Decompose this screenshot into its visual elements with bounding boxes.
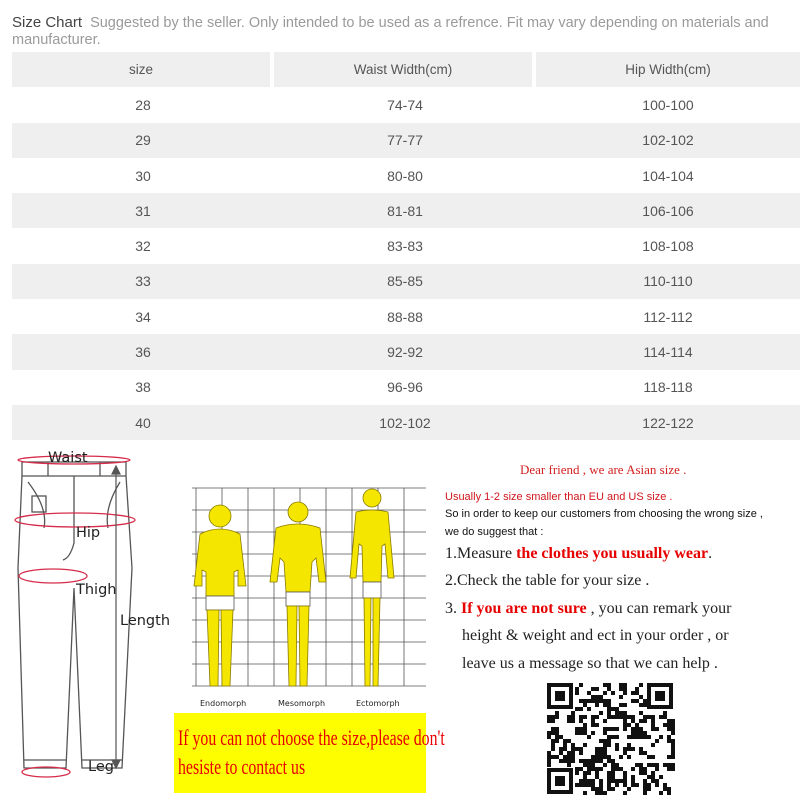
column-header-size: size [12,52,274,87]
waist-cell: 102-102 [274,405,536,440]
size-cell: 28 [135,96,151,113]
waist-cell: 74-74 [387,96,423,113]
size-cell: 32 [135,238,151,255]
table-row [12,123,800,158]
table-row [12,405,800,440]
column-header-hip: Hip Width(cm) [536,52,800,87]
body-types-illustration [192,486,426,710]
mesomorph-label: Mesomorph [278,699,326,708]
contact-banner-line1: If you can not choose the size,please don't [178,725,445,750]
contact-banner-line2: hesiste to contact us [178,754,306,779]
leg-label: Leg [88,759,114,775]
endomorph-label: Endomorph [200,699,247,708]
hip-cell: 118-118 [643,379,693,396]
step-1-suffix: . [708,545,713,562]
hip-cell: 114-114 [536,334,800,369]
step-3-continued-1: height & weight and ect in your order , or [462,627,729,644]
hip-cell: 104-104 [642,167,694,184]
step-1 [445,545,712,563]
table-row [12,228,800,263]
step-3-continued-2: leave us a message so that we can help . [462,655,718,672]
step-2: 2.Check the table for your size . [445,572,650,589]
size-cell: 34 [135,308,151,325]
body-figures-icon [192,486,426,696]
size-cell: 31 [12,193,274,228]
notes-line-1: Usually 1-2 size smaller than EU and US size . [445,491,673,503]
waist-cell: 83-83 [387,238,423,255]
hip-cell: 112-112 [643,308,693,325]
size-cell: 33 [12,264,274,299]
table-row [12,334,800,369]
table-row [12,158,800,193]
thigh-label: Thigh [76,582,117,598]
step-1-prefix: 1.Measure [445,545,517,562]
column-header-waist: Waist Width(cm) [274,52,536,87]
waist-cell: 88-88 [387,308,423,325]
waist-cell: 80-80 [387,167,423,184]
waist-cell: 77-77 [274,123,536,158]
hip-label: Hip [76,525,101,541]
size-cell: 40 [12,405,274,440]
step-3 [445,600,731,618]
notes-line-2: So in order to keep our customers from choosing the wrong size , [445,508,763,520]
step-1-highlight: the clothes you usually wear [516,545,709,562]
hip-cell: 108-108 [642,238,694,255]
chart-notice: Suggested by the seller. Only intended to be used as a refrence. Fit may vary depending on materials and manufacturer. [12,15,769,48]
table-row [12,370,800,405]
waist-cell: 85-85 [274,264,536,299]
qr-code-icon [545,681,675,796]
waist-cell: 96-96 [387,379,423,396]
pants-measurement-diagram [8,448,178,793]
length-label: Length [120,613,171,629]
step-3-highlight: If you are not sure [461,600,587,617]
hip-cell: 110-110 [536,264,800,299]
step-3-prefix: 3. [445,600,461,617]
step-3-suffix: , you can remark your [586,600,732,617]
size-table [12,52,800,440]
waist-cell: 92-92 [274,334,536,369]
size-cell: 38 [135,379,151,396]
ectomorph-label: Ectomorph [356,699,400,708]
table-row [12,264,800,299]
notes-greeting: Dear friend , we are Asian size . [520,462,687,477]
chart-title: Size Chart [12,14,83,31]
qr-code [545,681,675,796]
notes-line-3: we do suggest that : [445,526,544,538]
table-row [12,87,800,122]
size-chart-header [12,14,796,49]
size-cell: 30 [135,167,151,184]
hip-cell: 122-122 [536,405,800,440]
hip-cell: 106-106 [536,193,800,228]
hip-cell: 102-102 [536,123,800,158]
table-row [12,299,800,334]
hip-cell: 100-100 [642,96,694,113]
waist-cell: 81-81 [274,193,536,228]
size-cell: 29 [12,123,274,158]
size-cell: 36 [12,334,274,369]
contact-banner [174,713,445,793]
table-header-row [12,52,800,87]
waist-label: Waist [48,450,88,466]
table-row [12,193,800,228]
